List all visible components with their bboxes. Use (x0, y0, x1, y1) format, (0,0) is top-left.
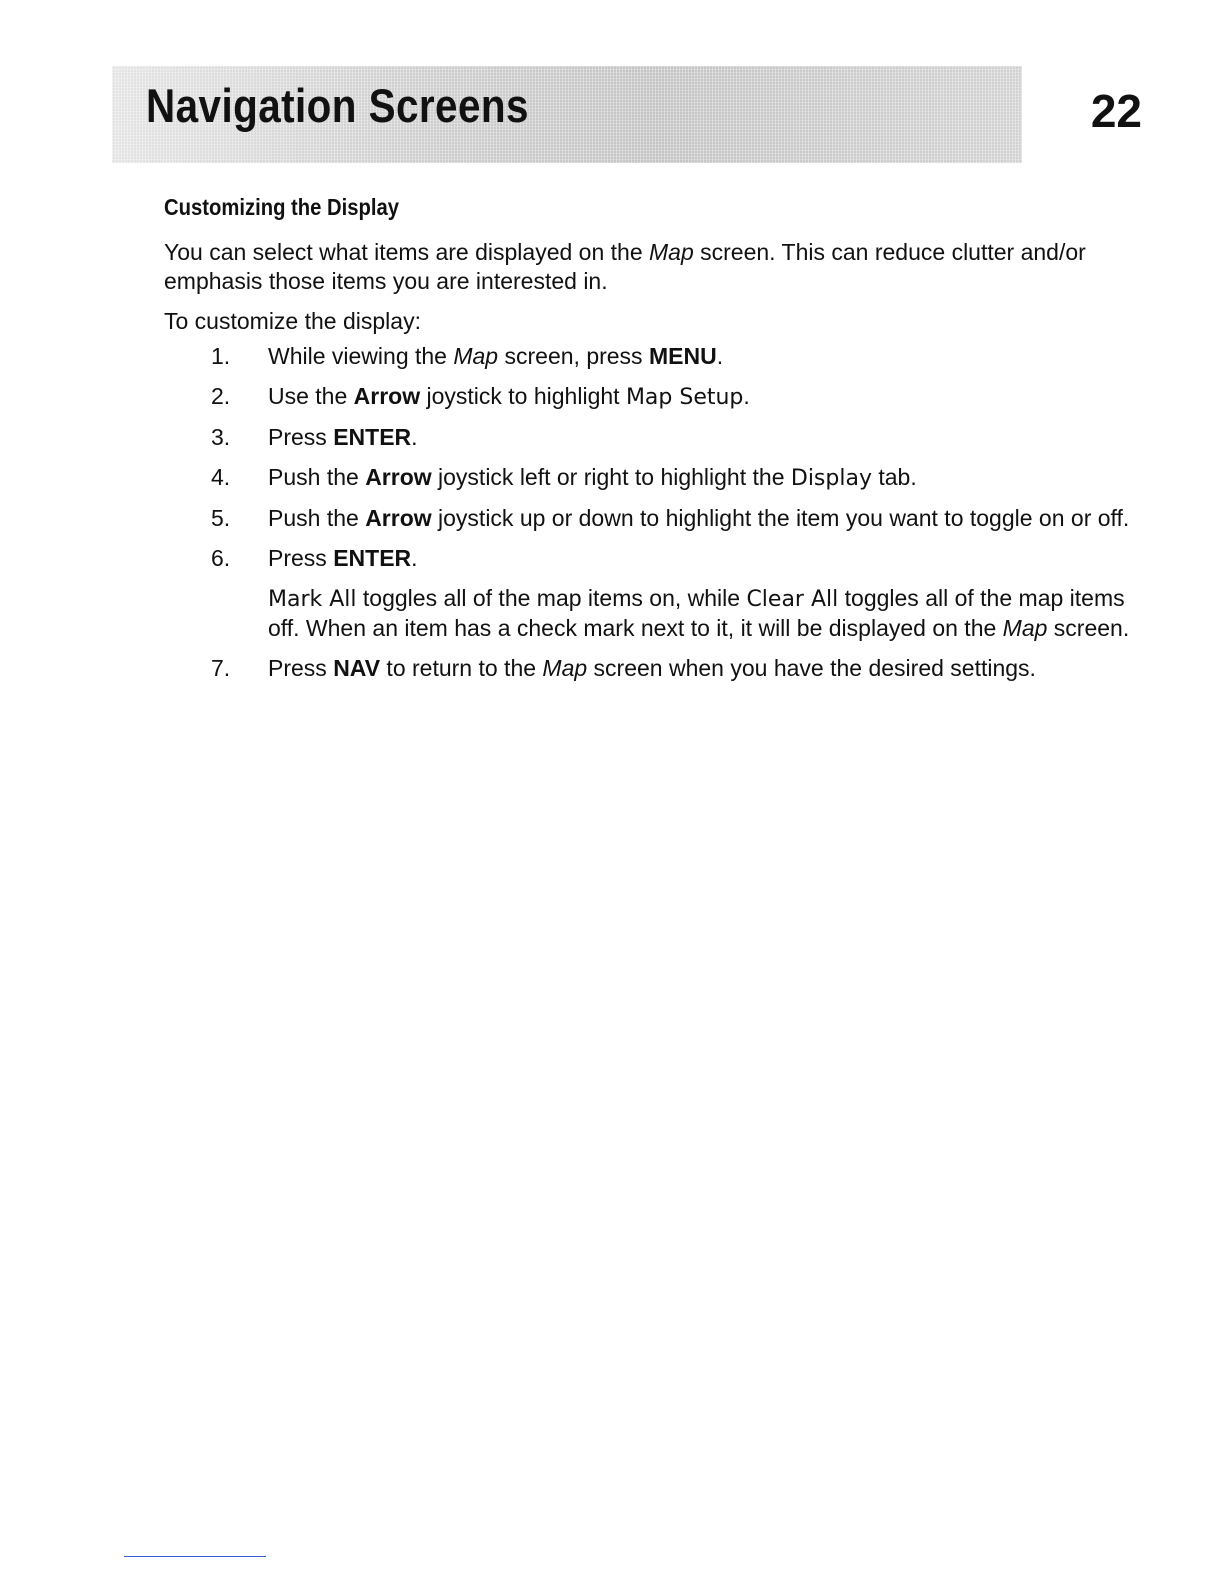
step-text: to return to the (380, 655, 543, 681)
step-number: 1. (211, 343, 231, 369)
page-number: 22 (1090, 85, 1142, 137)
step-number: 7. (211, 655, 231, 681)
step-text: Push the (268, 505, 366, 531)
step-text: screen, press (498, 343, 649, 369)
step-6 (164, 544, 1134, 573)
note-text: toggles all of the map items on, while (356, 585, 747, 611)
step-4 (164, 463, 1134, 493)
step-number: 3. (211, 424, 231, 450)
step-text: joystick to highlight (420, 383, 626, 409)
step-number: 6. (211, 545, 231, 571)
step-text: Use the (268, 383, 354, 409)
step-7 (164, 654, 1134, 683)
arrow-key-label: Arrow (353, 383, 421, 409)
chapter-title: Navigation Screens (146, 79, 529, 132)
clear-all-ui-label: Clear All (746, 587, 839, 612)
step-text: joystick up or down to highlight the item you want to toggle on or off. (431, 505, 1130, 531)
step-text: . (411, 545, 418, 571)
intro-text: You can select what items are displayed on the (164, 239, 649, 265)
map-term: Map (649, 239, 694, 265)
note-text: screen. (1047, 615, 1130, 641)
enter-key-label: ENTER (333, 424, 412, 450)
mark-all-ui-label: Mark All (268, 587, 357, 612)
arrow-key-label: Arrow (365, 505, 432, 531)
step-number: 2. (211, 383, 231, 409)
step-text: Press (268, 655, 334, 681)
step-text: Press (268, 424, 334, 450)
intro-text-end: screen. This can reduce clutter and/or emphasis those items you are interested in. (164, 239, 1086, 294)
step-number: 5. (211, 505, 231, 531)
step-text: While viewing the (268, 343, 454, 369)
step-6-note (164, 584, 1134, 643)
step-text: . (743, 383, 750, 409)
menu-key-label: MENU (648, 343, 717, 369)
display-tab-ui-label: Display (790, 466, 872, 491)
enter-key-label: ENTER (333, 545, 412, 571)
map-setup-ui-label: Map Setup (625, 385, 744, 410)
step-text: . (411, 424, 418, 450)
steps-list (164, 342, 1134, 694)
section-heading: Customizing the Display (164, 194, 400, 220)
map-term: Map (453, 343, 499, 369)
step-5 (164, 504, 1134, 533)
step-text: . (716, 343, 724, 369)
step-text: joystick left or right to highlight the (431, 464, 791, 490)
step-text: Press (268, 545, 334, 571)
step-text: Push the (268, 464, 366, 490)
arrow-key-label: Arrow (365, 464, 432, 490)
step-text: tab. (871, 464, 917, 490)
footer-rule (124, 1556, 266, 1557)
step-number: 4. (211, 464, 231, 490)
lead-in: To customize the display: (164, 308, 421, 334)
step-text: screen when you have the desired settings. (587, 655, 1036, 681)
map-term: Map (542, 655, 588, 681)
map-term: Map (1002, 615, 1048, 641)
step-1 (164, 342, 1134, 371)
step-2 (164, 382, 1134, 412)
intro-paragraph (164, 238, 1134, 296)
nav-key-label: NAV (333, 655, 381, 681)
step-3 (164, 423, 1134, 452)
note-text: toggles all of the map items off. When an item has a check mark next to it, it will be displayed on the (268, 585, 1125, 641)
